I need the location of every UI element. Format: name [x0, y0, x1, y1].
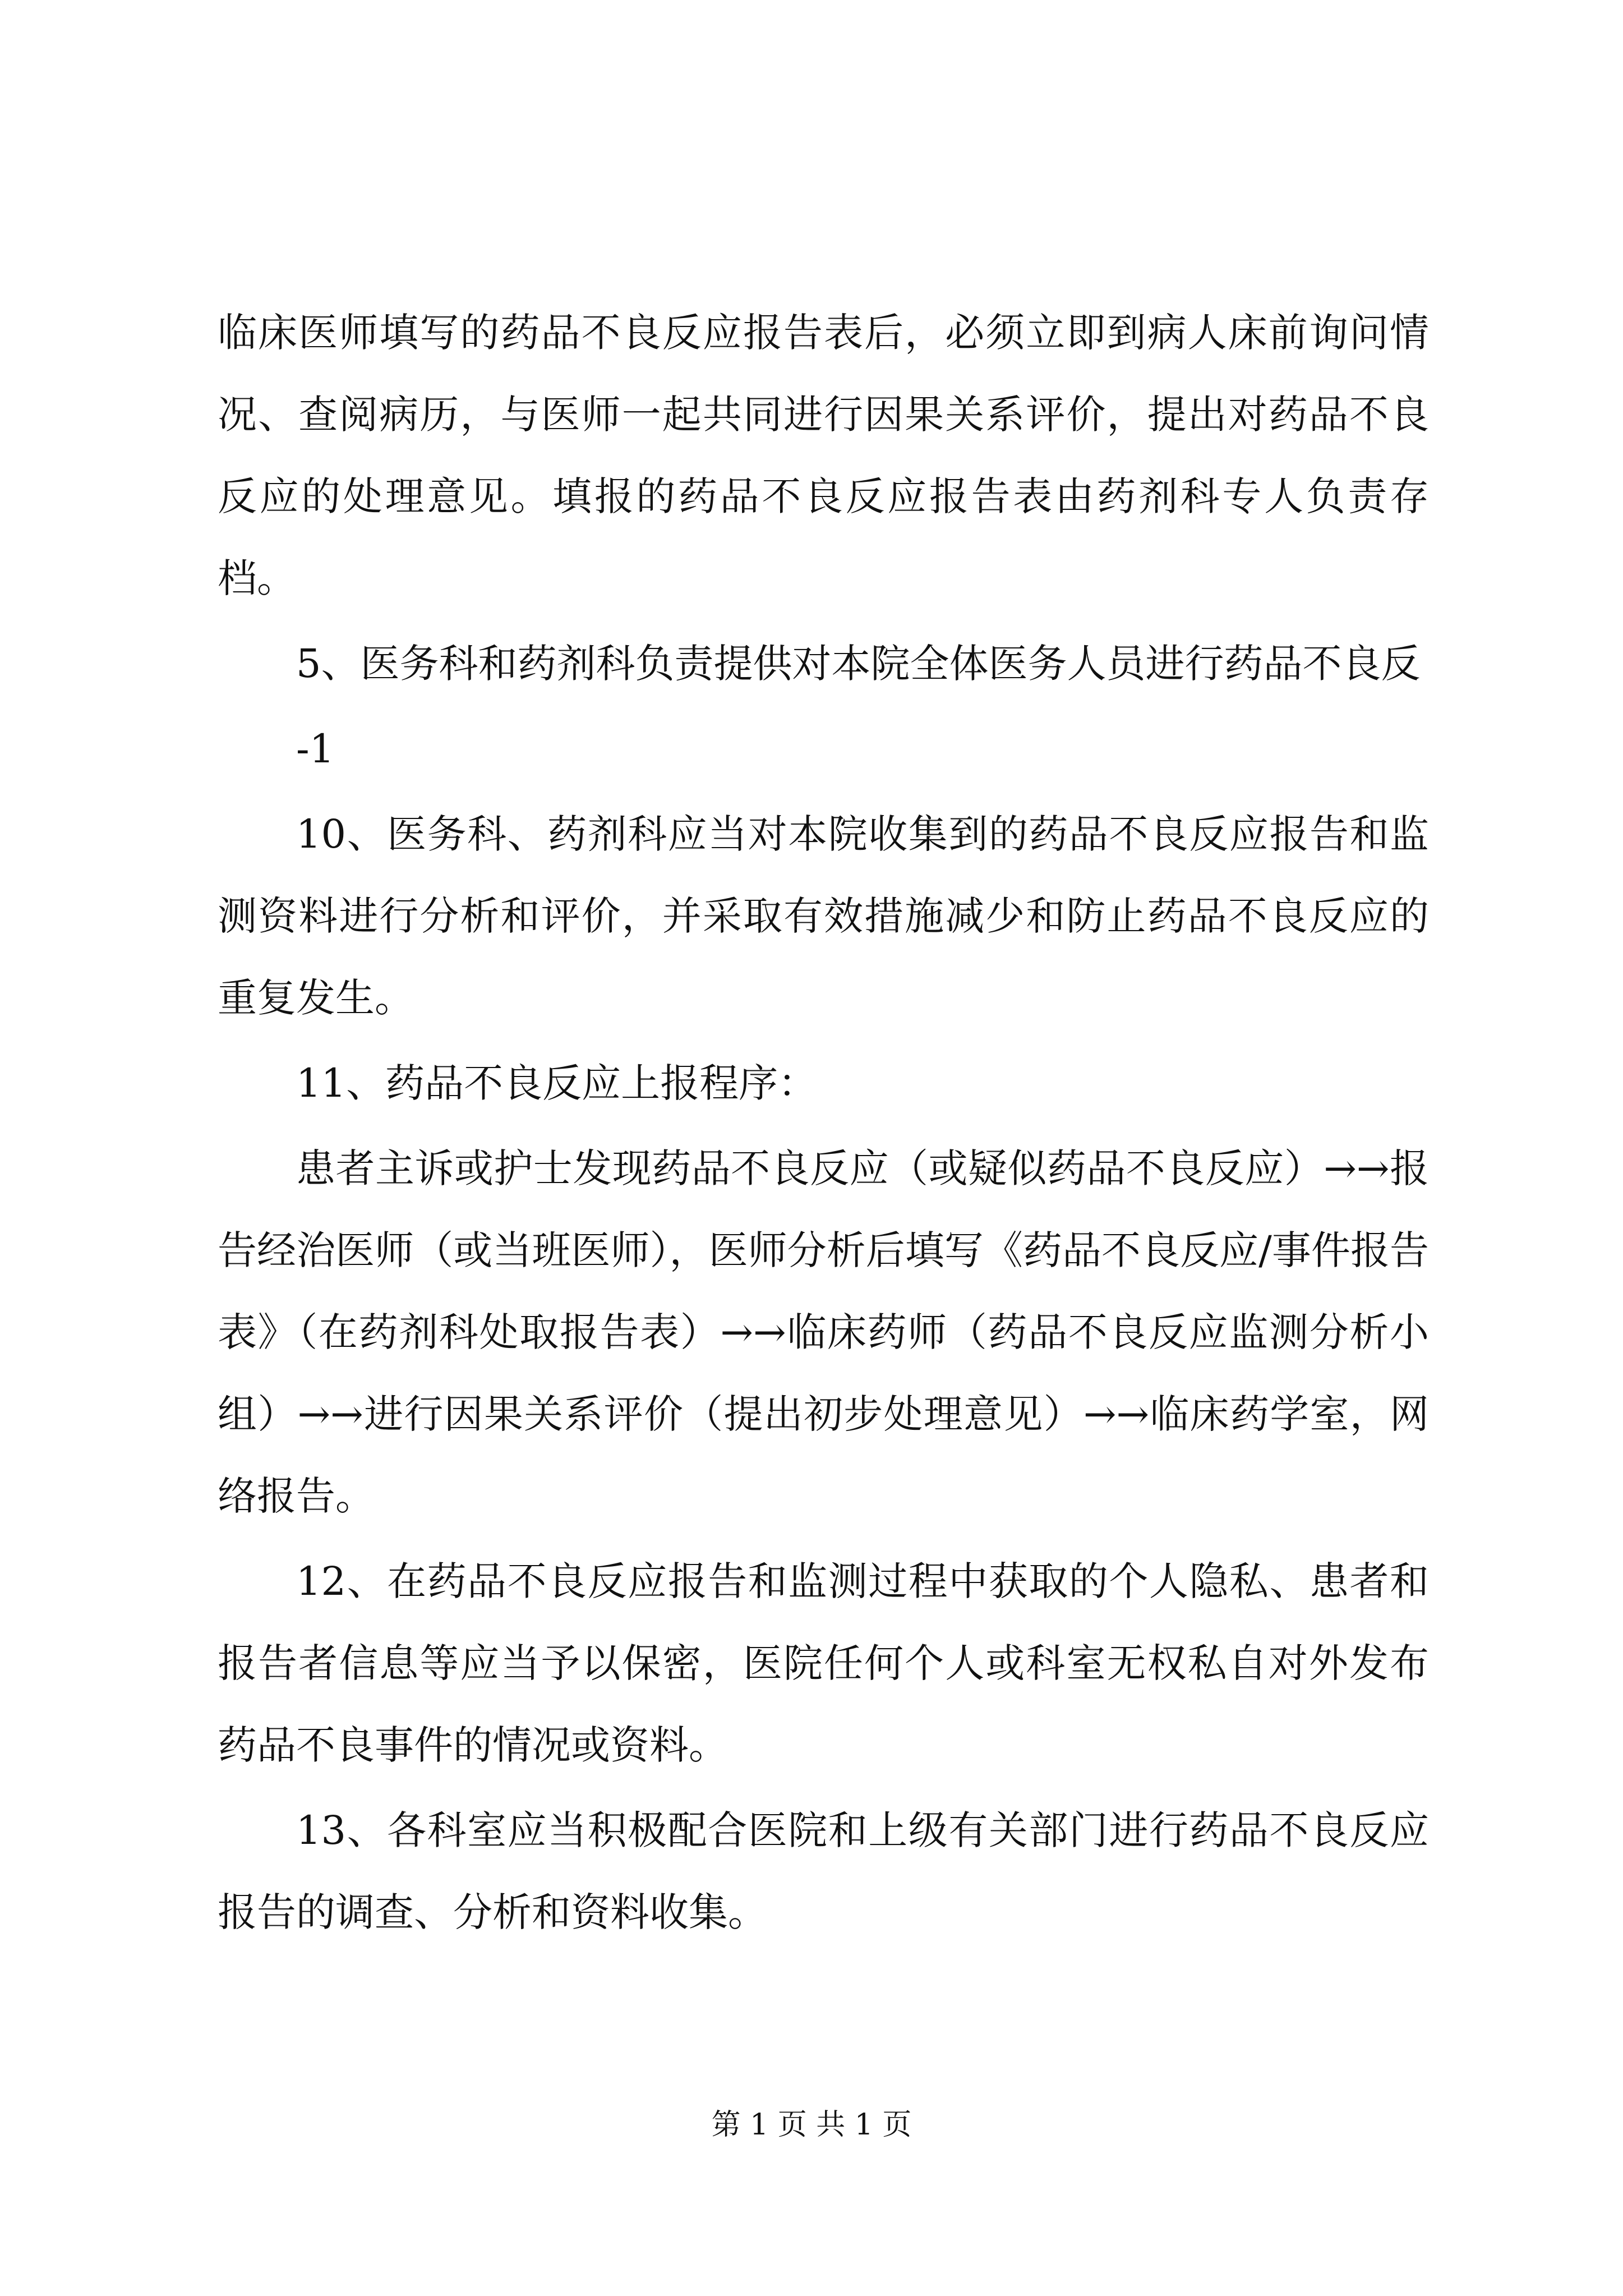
paragraph-page-marker: -1: [296, 726, 335, 772]
paragraph-continuation: 临床医师填写的药品不良反应报告表后，必须立即到病人床前询问情况、查阅病历，与医师一起共同进行因果关系评价，提出对药品不良反应的处理意见。填报的药品不良反应报告表由药剂科专人负责存档。: [218, 310, 1429, 601]
paragraph-item-11: 11、药品不良反应上报程序：: [296, 1060, 818, 1106]
page-number-label: 第 1 页 共 1 页: [711, 2108, 912, 2142]
paragraph-item-13: 13、各科室应当积极配合医院和上级有关部门进行药品不良反应报告的调查、分析和资料收集。: [218, 1807, 1429, 1935]
paragraph-item-10: 10、医务科、药剂科应当对本院收集到的药品不良反应报告和监测资料进行分析和评价，并采取有效措施减少和防止药品不良反应的重复发生。: [218, 811, 1429, 1021]
paragraph-item-5: 5、医务科和药剂科负责提供对本院全体医务人员进行药品不良反: [296, 641, 1421, 687]
paragraph-reporting-procedure: 患者主诉或护士发现药品不良反应（或疑似药品不良反应）→→报告经治医师（或当班医师），医师分析后填写《药品不良反应/事件报告表》（在药剂科处取报告表）→→临床药师（药品不良反应监测分析小组）→→进行因果关系评价（提出初步处理意见）→→临床药学室，网络报告。: [218, 1145, 1429, 1519]
paragraph-item-12: 12、在药品不良反应报告和监测过程中获取的个人隐私、患者和报告者信息等应当予以保密，医院任何个人或科室无权私自对外发布药品不良事件的情况或资料。: [218, 1558, 1429, 1768]
page-footer: [0, 2101, 1623, 2143]
document-body: [218, 292, 1429, 1953]
